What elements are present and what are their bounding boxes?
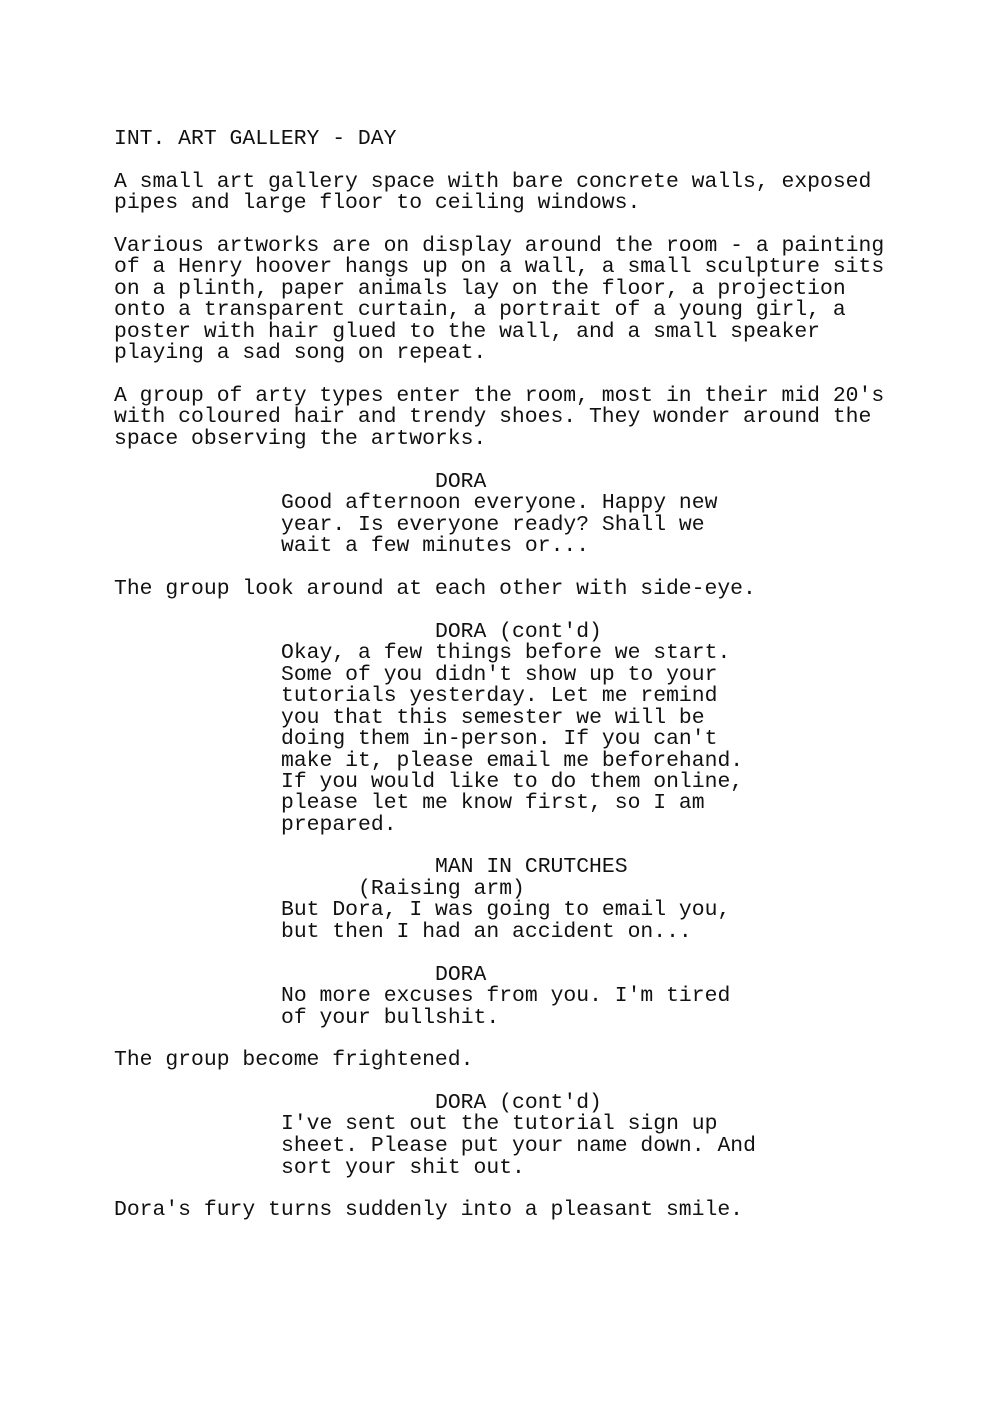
parenthetical: (Raising arm): [358, 877, 525, 901]
action-line: with coloured hair and trendy shoes. They wonder around the: [114, 405, 872, 429]
character-name: DORA (cont'd): [435, 620, 602, 644]
action-line: of a Henry hoover hangs up on a wall, a small sculpture sits: [114, 255, 885, 279]
character-name: MAN IN CRUTCHES: [435, 855, 628, 879]
dialogue-line: but then I had an accident on...: [281, 920, 692, 944]
dialogue-line: Okay, a few things before we start.: [281, 641, 731, 665]
dialogue-line: make it, please email me beforehand.: [281, 749, 744, 773]
dialogue-line: Some of you didn't show up to your: [281, 663, 718, 687]
action-line: The group become frightened.: [114, 1048, 474, 1072]
dialogue-line: prepared.: [281, 813, 397, 837]
action-line: Dora's fury turns suddenly into a pleasant smile.: [114, 1198, 743, 1222]
character-name: DORA: [435, 470, 487, 494]
dialogue-line: But Dora, I was going to email you,: [281, 898, 731, 922]
dialogue-line: of your bullshit.: [281, 1006, 500, 1030]
action-line: space observing the artworks.: [114, 427, 487, 451]
dialogue-line: doing them in-person. If you can't: [281, 727, 718, 751]
dialogue-line: sort your shit out.: [281, 1156, 525, 1180]
dialogue-line: Good afternoon everyone. Happy new: [281, 491, 718, 515]
dialogue-line: year. Is everyone ready? Shall we: [281, 513, 705, 537]
action-line: on a plinth, paper animals lay on the floor, a projection: [114, 277, 846, 301]
dialogue-line: wait a few minutes or...: [281, 534, 590, 558]
action-line: The group look around at each other with side-eye.: [114, 577, 756, 601]
scene-heading: INT. ART GALLERY - DAY: [114, 127, 397, 151]
action-line: playing a sad song on repeat.: [114, 341, 487, 365]
action-line: poster with hair glued to the wall, and a small speaker: [114, 320, 821, 344]
action-line: pipes and large floor to ceiling windows.: [114, 191, 641, 215]
action-line: Various artworks are on display around the room - a painting: [114, 234, 885, 258]
character-name: DORA: [435, 963, 487, 987]
action-line: A group of arty types enter the room, most in their mid 20's: [114, 384, 885, 408]
dialogue-line: No more excuses from you. I'm tired: [281, 984, 731, 1008]
dialogue-line: you that this semester we will be: [281, 706, 705, 730]
character-name: DORA (cont'd): [435, 1091, 602, 1115]
action-line: A small art gallery space with bare concrete walls, exposed: [114, 170, 872, 194]
dialogue-line: sheet. Please put your name down. And: [281, 1134, 756, 1158]
dialogue-line: tutorials yesterday. Let me remind: [281, 684, 718, 708]
dialogue-line: please let me know first, so I am: [281, 791, 705, 815]
dialogue-line: If you would like to do them online,: [281, 770, 744, 794]
dialogue-line: I've sent out the tutorial sign up: [281, 1112, 718, 1136]
action-line: onto a transparent curtain, a portrait of a young girl, a: [114, 298, 846, 322]
